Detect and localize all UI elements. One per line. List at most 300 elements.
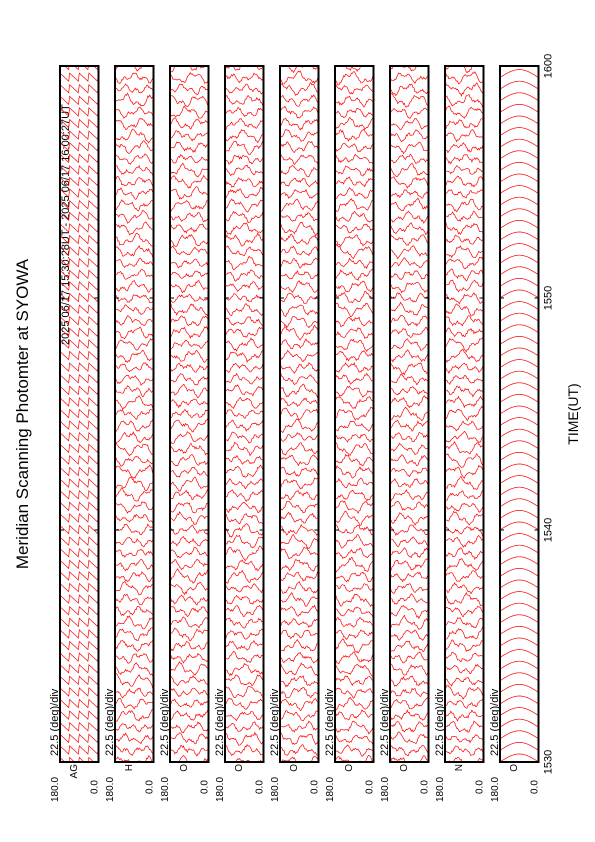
scan-trace bbox=[225, 199, 264, 212]
panel-8-ymin-label: 0.0 bbox=[474, 780, 486, 794]
scan-trace bbox=[170, 271, 209, 278]
scan-trace bbox=[445, 571, 484, 582]
scan-trace bbox=[500, 464, 539, 472]
scan-trace bbox=[390, 198, 429, 211]
scan-trace bbox=[335, 688, 374, 698]
scan-trace bbox=[225, 514, 264, 524]
scan-trace bbox=[445, 593, 484, 606]
panel-3-scale-label: 22.5 (deg)/div bbox=[159, 688, 171, 756]
scan-trace bbox=[390, 396, 429, 408]
scan-trace bbox=[500, 267, 539, 275]
scan-trace bbox=[170, 467, 209, 477]
scan-trace bbox=[500, 162, 539, 170]
scan-trace bbox=[280, 455, 319, 466]
scan-trace bbox=[280, 560, 319, 572]
scan-trace bbox=[335, 511, 374, 525]
scan-trace bbox=[280, 491, 319, 500]
panel-8-channel-label: N bbox=[454, 764, 465, 772]
scan-trace bbox=[445, 746, 484, 756]
scan-trace bbox=[225, 294, 264, 302]
scan-trace bbox=[170, 607, 209, 617]
scan-trace bbox=[170, 628, 209, 641]
scan-trace bbox=[500, 104, 539, 112]
scan-trace bbox=[390, 163, 429, 176]
scan-trace bbox=[500, 731, 539, 739]
scan-trace bbox=[500, 348, 539, 356]
scan-trace bbox=[170, 201, 209, 211]
scan-trace bbox=[390, 468, 429, 477]
scan-trace bbox=[115, 386, 154, 397]
scan-trace bbox=[500, 499, 539, 507]
scan-trace bbox=[500, 476, 539, 484]
scan-trace bbox=[390, 698, 429, 709]
panel-5-scale-label: 22.5 (deg)/div bbox=[269, 688, 281, 756]
scan-trace bbox=[500, 139, 539, 147]
scan-trace bbox=[60, 572, 99, 580]
scan-trace bbox=[445, 665, 484, 674]
scan-trace bbox=[445, 190, 484, 198]
scan-trace bbox=[335, 224, 374, 233]
scan-trace bbox=[225, 664, 264, 676]
scan-trace bbox=[225, 73, 264, 82]
scan-trace bbox=[225, 698, 264, 709]
panel-8-scale-label: 22.5 (deg)/div bbox=[434, 688, 446, 756]
scan-trace bbox=[170, 176, 209, 188]
scan-trace bbox=[280, 71, 319, 84]
scan-trace bbox=[60, 607, 99, 615]
scan-trace bbox=[445, 685, 484, 699]
panel-4-traces bbox=[225, 62, 264, 766]
scan-trace bbox=[280, 155, 319, 165]
scan-trace bbox=[280, 467, 319, 476]
scan-trace bbox=[225, 374, 264, 385]
panel-4-ymin-label: 0.0 bbox=[254, 780, 266, 794]
scan-trace bbox=[170, 294, 209, 302]
scan-trace bbox=[390, 688, 429, 696]
panel-7-channel-label: O bbox=[399, 764, 410, 772]
scan-trace bbox=[390, 350, 429, 362]
scan-trace bbox=[280, 433, 319, 442]
scan-trace bbox=[115, 246, 154, 258]
scan-trace bbox=[445, 490, 484, 500]
scan-trace bbox=[115, 723, 154, 732]
scan-trace bbox=[335, 594, 374, 606]
scan-trace bbox=[445, 235, 484, 244]
scan-trace bbox=[115, 488, 154, 501]
scan-trace bbox=[280, 142, 319, 153]
scan-trace bbox=[390, 710, 429, 720]
scan-trace bbox=[115, 350, 154, 362]
scan-trace bbox=[170, 106, 209, 118]
scan-trace bbox=[280, 547, 319, 558]
scan-trace bbox=[115, 419, 154, 432]
scan-trace bbox=[225, 155, 264, 164]
scan-trace bbox=[280, 246, 319, 255]
scan-trace bbox=[280, 630, 319, 638]
scan-trace bbox=[390, 211, 429, 223]
scan-trace bbox=[225, 256, 264, 270]
scan-trace bbox=[170, 316, 209, 326]
scan-trace bbox=[225, 108, 264, 117]
scan-trace bbox=[390, 387, 429, 395]
scan-trace bbox=[500, 325, 539, 333]
scan-trace bbox=[335, 721, 374, 734]
panel-5-ymax-label: 180.0 bbox=[270, 776, 281, 802]
scan-trace bbox=[225, 745, 264, 756]
scan-trace bbox=[225, 84, 264, 94]
scan-trace bbox=[280, 676, 319, 687]
scan-trace bbox=[225, 546, 264, 561]
scan-trace bbox=[390, 584, 429, 594]
scan-trace bbox=[115, 339, 154, 350]
scan-trace bbox=[335, 734, 374, 744]
scan-trace bbox=[335, 291, 374, 303]
scan-trace bbox=[115, 572, 154, 582]
scan-trace bbox=[335, 303, 374, 317]
scan-trace bbox=[225, 141, 264, 155]
scan-trace bbox=[390, 271, 429, 280]
scan-trace bbox=[280, 281, 319, 293]
scan-trace bbox=[115, 663, 154, 676]
scan-trace bbox=[225, 95, 264, 105]
scan-trace bbox=[115, 327, 154, 339]
scan-trace bbox=[115, 233, 154, 246]
scan-trace bbox=[225, 618, 264, 628]
scan-trace bbox=[225, 584, 264, 593]
scan-trace bbox=[280, 710, 319, 721]
scan-trace bbox=[500, 754, 539, 762]
scan-trace bbox=[115, 363, 154, 372]
scan-trace bbox=[500, 406, 539, 414]
scan-trace bbox=[335, 351, 374, 361]
scan-trace bbox=[115, 733, 154, 743]
scan-trace bbox=[280, 512, 319, 523]
scan-trace bbox=[335, 676, 374, 686]
scan-trace bbox=[500, 650, 539, 658]
scan-trace bbox=[115, 432, 154, 442]
scan-trace bbox=[500, 522, 539, 530]
scan-trace bbox=[390, 605, 429, 618]
scan-trace bbox=[445, 536, 484, 547]
scan-trace bbox=[280, 374, 319, 385]
scan-trace bbox=[225, 490, 264, 501]
scan-trace bbox=[225, 420, 264, 431]
scan-trace bbox=[500, 673, 539, 681]
scan-trace bbox=[390, 490, 429, 501]
scan-trace bbox=[335, 455, 374, 466]
scan-trace bbox=[390, 502, 429, 511]
scan-trace bbox=[115, 709, 154, 721]
scan-trace bbox=[445, 280, 484, 292]
scan-trace bbox=[60, 584, 99, 592]
scan-trace bbox=[390, 525, 429, 535]
panel-7-ymax-label: 180.0 bbox=[380, 776, 391, 802]
scan-trace bbox=[170, 246, 209, 257]
scan-trace bbox=[115, 375, 154, 385]
scan-trace bbox=[445, 466, 484, 479]
scan-trace bbox=[115, 305, 154, 315]
scan-trace bbox=[335, 177, 374, 187]
scan-trace bbox=[280, 213, 319, 222]
scan-trace bbox=[335, 443, 374, 456]
scan-trace bbox=[115, 84, 154, 93]
panel-3-ymin-label: 0.0 bbox=[199, 780, 211, 794]
scan-trace bbox=[280, 398, 319, 406]
scan-trace bbox=[500, 232, 539, 240]
scan-trace bbox=[280, 593, 319, 607]
scan-trace bbox=[335, 584, 374, 592]
scan-trace bbox=[500, 70, 539, 78]
scan-trace bbox=[115, 153, 154, 164]
scan-trace bbox=[335, 745, 374, 757]
scan-trace bbox=[335, 525, 374, 535]
scan-trace bbox=[170, 351, 209, 363]
scan-trace bbox=[390, 433, 429, 442]
scan-trace bbox=[335, 244, 374, 258]
scan-trace bbox=[445, 386, 484, 397]
scan-trace bbox=[500, 568, 539, 576]
scan-trace bbox=[60, 421, 99, 429]
scan-trace bbox=[225, 641, 264, 650]
scan-trace bbox=[335, 166, 374, 176]
scan-trace bbox=[170, 654, 209, 663]
scan-trace bbox=[335, 434, 374, 442]
scan-trace bbox=[445, 678, 484, 687]
scan-trace bbox=[500, 592, 539, 600]
scan-trace bbox=[280, 733, 319, 744]
scan-trace bbox=[280, 222, 319, 236]
scan-trace bbox=[445, 199, 484, 211]
panel-6-frame bbox=[335, 66, 374, 762]
scan-trace bbox=[335, 617, 374, 627]
scan-trace bbox=[170, 281, 209, 293]
scan-trace bbox=[335, 72, 374, 85]
scan-trace bbox=[170, 733, 209, 744]
scan-trace bbox=[390, 630, 429, 640]
scan-trace bbox=[280, 582, 319, 594]
scan-trace bbox=[445, 511, 484, 525]
scan-trace bbox=[225, 246, 264, 256]
scan-trace bbox=[225, 651, 264, 662]
scan-trace bbox=[280, 745, 319, 756]
scan-trace bbox=[445, 166, 484, 175]
scan-trace bbox=[500, 418, 539, 426]
x-tick-label: 1550 bbox=[542, 285, 555, 311]
scan-trace bbox=[445, 316, 484, 327]
x-tick-label: 1530 bbox=[542, 749, 555, 775]
scan-trace bbox=[500, 93, 539, 101]
scan-trace bbox=[225, 456, 264, 464]
scan-trace bbox=[280, 721, 319, 732]
scan-trace bbox=[115, 688, 154, 698]
scan-trace bbox=[280, 258, 319, 268]
scan-trace bbox=[335, 363, 374, 372]
scan-trace bbox=[335, 407, 374, 420]
scan-trace bbox=[335, 535, 374, 548]
scan-trace bbox=[445, 606, 484, 616]
scan-trace bbox=[225, 524, 264, 537]
scan-trace bbox=[445, 143, 484, 153]
panel-1-channel-label: AG bbox=[69, 764, 80, 779]
scan-trace bbox=[335, 490, 374, 501]
scan-trace bbox=[60, 514, 99, 522]
scan-trace bbox=[445, 503, 484, 512]
scan-trace bbox=[335, 386, 374, 397]
panel-2-scale-label: 22.5 (deg)/div bbox=[104, 688, 116, 756]
scan-trace bbox=[500, 452, 539, 460]
scan-trace bbox=[335, 328, 374, 339]
scan-trace bbox=[225, 317, 264, 326]
scan-trace bbox=[60, 386, 99, 394]
panel-4-scale-label: 22.5 (deg)/div bbox=[214, 688, 226, 756]
scan-trace bbox=[225, 629, 264, 639]
scan-trace bbox=[170, 490, 209, 501]
scan-trace bbox=[445, 710, 484, 721]
scan-trace bbox=[60, 375, 99, 383]
scan-trace bbox=[445, 72, 484, 84]
scan-trace bbox=[280, 190, 319, 199]
scan-trace bbox=[280, 199, 319, 211]
scan-trace bbox=[500, 638, 539, 646]
scan-trace bbox=[170, 364, 209, 373]
scan-trace bbox=[390, 455, 429, 466]
panel-9-ymax-label: 180.0 bbox=[490, 776, 501, 802]
scan-trace bbox=[170, 500, 209, 513]
scan-trace bbox=[390, 732, 429, 744]
scan-trace bbox=[445, 735, 484, 743]
scan-trace bbox=[445, 627, 484, 641]
scan-trace bbox=[115, 477, 154, 490]
scan-trace bbox=[390, 513, 429, 525]
scan-trace bbox=[500, 626, 539, 634]
scan-trace bbox=[335, 85, 374, 94]
panel-2-channel-label: H bbox=[124, 764, 135, 772]
scan-trace bbox=[335, 108, 374, 117]
scan-trace bbox=[60, 537, 99, 545]
scan-trace bbox=[390, 118, 429, 129]
scan-trace bbox=[115, 746, 154, 756]
panel-1-ymin-label: 0.0 bbox=[89, 780, 101, 794]
scan-trace bbox=[445, 454, 484, 468]
scan-trace bbox=[500, 487, 539, 495]
scan-trace bbox=[445, 721, 484, 732]
scan-trace bbox=[60, 723, 99, 731]
scan-trace bbox=[445, 269, 484, 281]
scan-trace bbox=[60, 653, 99, 661]
scan-trace bbox=[170, 569, 209, 583]
scan-trace bbox=[390, 548, 429, 558]
scan-trace bbox=[280, 687, 319, 698]
scan-trace bbox=[170, 419, 209, 432]
scan-trace bbox=[390, 327, 429, 337]
scan-trace bbox=[280, 130, 319, 142]
scan-trace bbox=[115, 616, 154, 629]
scan-trace bbox=[60, 352, 99, 360]
scan-trace bbox=[500, 151, 539, 159]
scan-trace bbox=[335, 199, 374, 212]
scan-trace bbox=[280, 350, 319, 361]
scan-trace bbox=[445, 421, 484, 431]
scan-trace bbox=[500, 510, 539, 518]
scan-trace bbox=[500, 615, 539, 623]
panel-8-traces bbox=[445, 60, 484, 768]
scan-trace bbox=[115, 295, 154, 303]
panel-9-ymin-label: 0.0 bbox=[529, 780, 541, 794]
scan-trace bbox=[170, 374, 209, 385]
scan-trace bbox=[115, 93, 154, 106]
scan-trace bbox=[280, 165, 319, 177]
scan-trace bbox=[445, 106, 484, 118]
scan-trace bbox=[335, 501, 374, 513]
panel-5-ymin-label: 0.0 bbox=[309, 780, 321, 794]
scan-trace bbox=[60, 433, 99, 441]
scan-trace bbox=[170, 688, 209, 696]
scan-trace bbox=[115, 73, 154, 83]
scan-trace bbox=[280, 478, 319, 489]
scan-trace bbox=[445, 396, 484, 407]
scan-trace bbox=[170, 224, 209, 233]
scan-trace bbox=[500, 186, 539, 194]
scan-trace bbox=[445, 652, 484, 661]
scan-trace bbox=[390, 293, 429, 302]
scan-trace bbox=[115, 456, 154, 466]
scan-trace bbox=[390, 154, 429, 163]
panel-7-scale-label: 22.5 (deg)/div bbox=[379, 688, 391, 756]
scan-trace bbox=[170, 477, 209, 491]
scan-trace bbox=[280, 363, 319, 374]
scan-trace bbox=[170, 537, 209, 547]
scan-trace bbox=[500, 116, 539, 124]
scan-trace bbox=[335, 235, 374, 246]
panel-7-ymin-label: 0.0 bbox=[419, 780, 431, 794]
scan-trace bbox=[335, 143, 374, 152]
scan-trace bbox=[445, 95, 484, 107]
scan-trace bbox=[170, 711, 209, 721]
scan-trace bbox=[170, 131, 209, 141]
panel-2-traces bbox=[115, 61, 154, 767]
panel-4-channel-label: O bbox=[234, 764, 245, 772]
scan-trace bbox=[390, 375, 429, 385]
scan-trace bbox=[225, 606, 264, 617]
scan-trace bbox=[115, 222, 154, 235]
scan-trace bbox=[60, 688, 99, 696]
scan-trace bbox=[280, 535, 319, 549]
scan-trace bbox=[390, 407, 429, 421]
scan-trace bbox=[335, 639, 374, 653]
scan-trace bbox=[280, 419, 319, 433]
scan-trace bbox=[445, 640, 484, 652]
scan-trace bbox=[280, 178, 319, 186]
scan-trace bbox=[280, 325, 319, 340]
scan-trace bbox=[170, 432, 209, 444]
scan-trace bbox=[280, 443, 319, 455]
scan-trace bbox=[115, 698, 154, 709]
scan-trace bbox=[115, 107, 154, 118]
scan-trace bbox=[335, 466, 374, 478]
scan-trace bbox=[225, 465, 264, 477]
scan-trace bbox=[500, 302, 539, 310]
scan-trace bbox=[390, 443, 429, 454]
scan-trace bbox=[115, 559, 154, 571]
scan-trace bbox=[445, 375, 484, 384]
chart-title: Meridian Scanning Photomter at SYOWA bbox=[13, 258, 32, 570]
scan-trace bbox=[390, 641, 429, 651]
scan-trace bbox=[60, 468, 99, 476]
scan-trace bbox=[225, 397, 264, 408]
scan-trace bbox=[500, 360, 539, 368]
scan-trace bbox=[115, 628, 154, 641]
scan-trace bbox=[390, 722, 429, 732]
